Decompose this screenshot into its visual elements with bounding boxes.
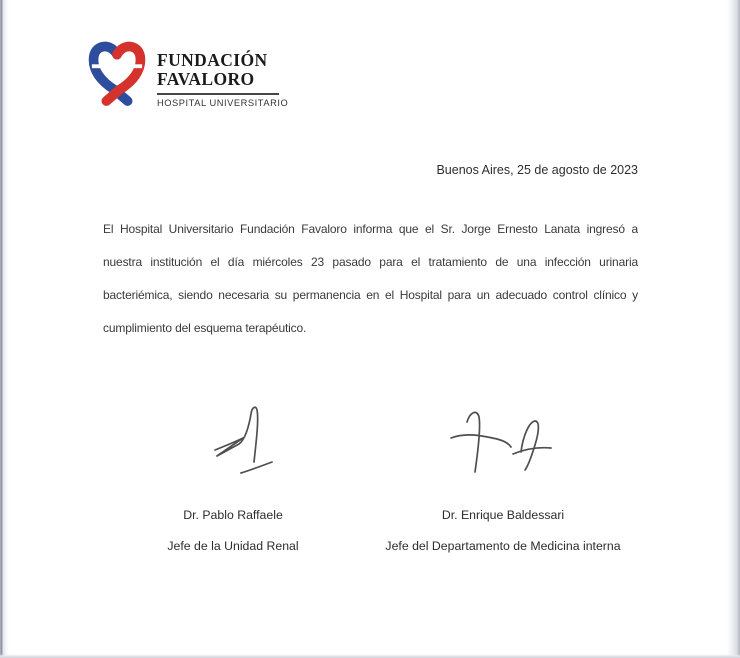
signatory-name: Dr. Pablo Raffaele	[183, 508, 283, 522]
baldessari-signature-stem	[467, 412, 480, 472]
raffaele-signature	[193, 398, 308, 483]
baldessari-signature	[443, 400, 558, 480]
body-line: nuestra institución el día miércoles 23 pasado para el tratamiento de una infección urinaria	[103, 255, 638, 269]
logo-wordmark	[157, 40, 289, 108]
letter-body	[103, 213, 638, 345]
fundacion-favaloro-logo	[88, 40, 289, 108]
date-line: Buenos Aires, 25 de agosto de 2023	[436, 163, 638, 177]
baldessari-signature-wave	[451, 435, 511, 447]
body-line: El Hospital Universitario Fundación Favaloro informa que el Sr. Jorge Ernesto Lanata ingresó a	[103, 222, 638, 236]
baldessari-signature-loop	[521, 421, 538, 470]
signatory-raffaele	[83, 508, 383, 553]
org-subtitle: HOSPITAL UNIVERSITARIO	[157, 93, 279, 108]
signatory-title: Jefe de la Unidad Renal	[167, 539, 299, 553]
heart-ribbon-logo-icon	[88, 40, 146, 106]
signatory-name: Dr. Enrique Baldessari	[441, 508, 565, 522]
org-name-line1: FUNDACIÓN	[157, 50, 268, 70]
signatory-title: Jefe del Departamento de Medicina interna	[385, 539, 621, 553]
body-line: cumplimiento del esquema terapéutico.	[103, 321, 307, 335]
signatory-baldessari	[353, 508, 653, 553]
scan-edge-left	[0, 0, 9, 658]
scan-edge-right	[727, 0, 740, 658]
body-line: bacteriémica, siendo necesaria su permanencia en el Hospital para un adecuado control clínico y	[103, 288, 638, 302]
raffaele-signature-underline	[241, 462, 272, 473]
scan-edge-bottom	[0, 654, 740, 658]
org-name-line2: FAVALORO	[157, 69, 255, 89]
raffaele-signature-stroke	[215, 407, 258, 462]
